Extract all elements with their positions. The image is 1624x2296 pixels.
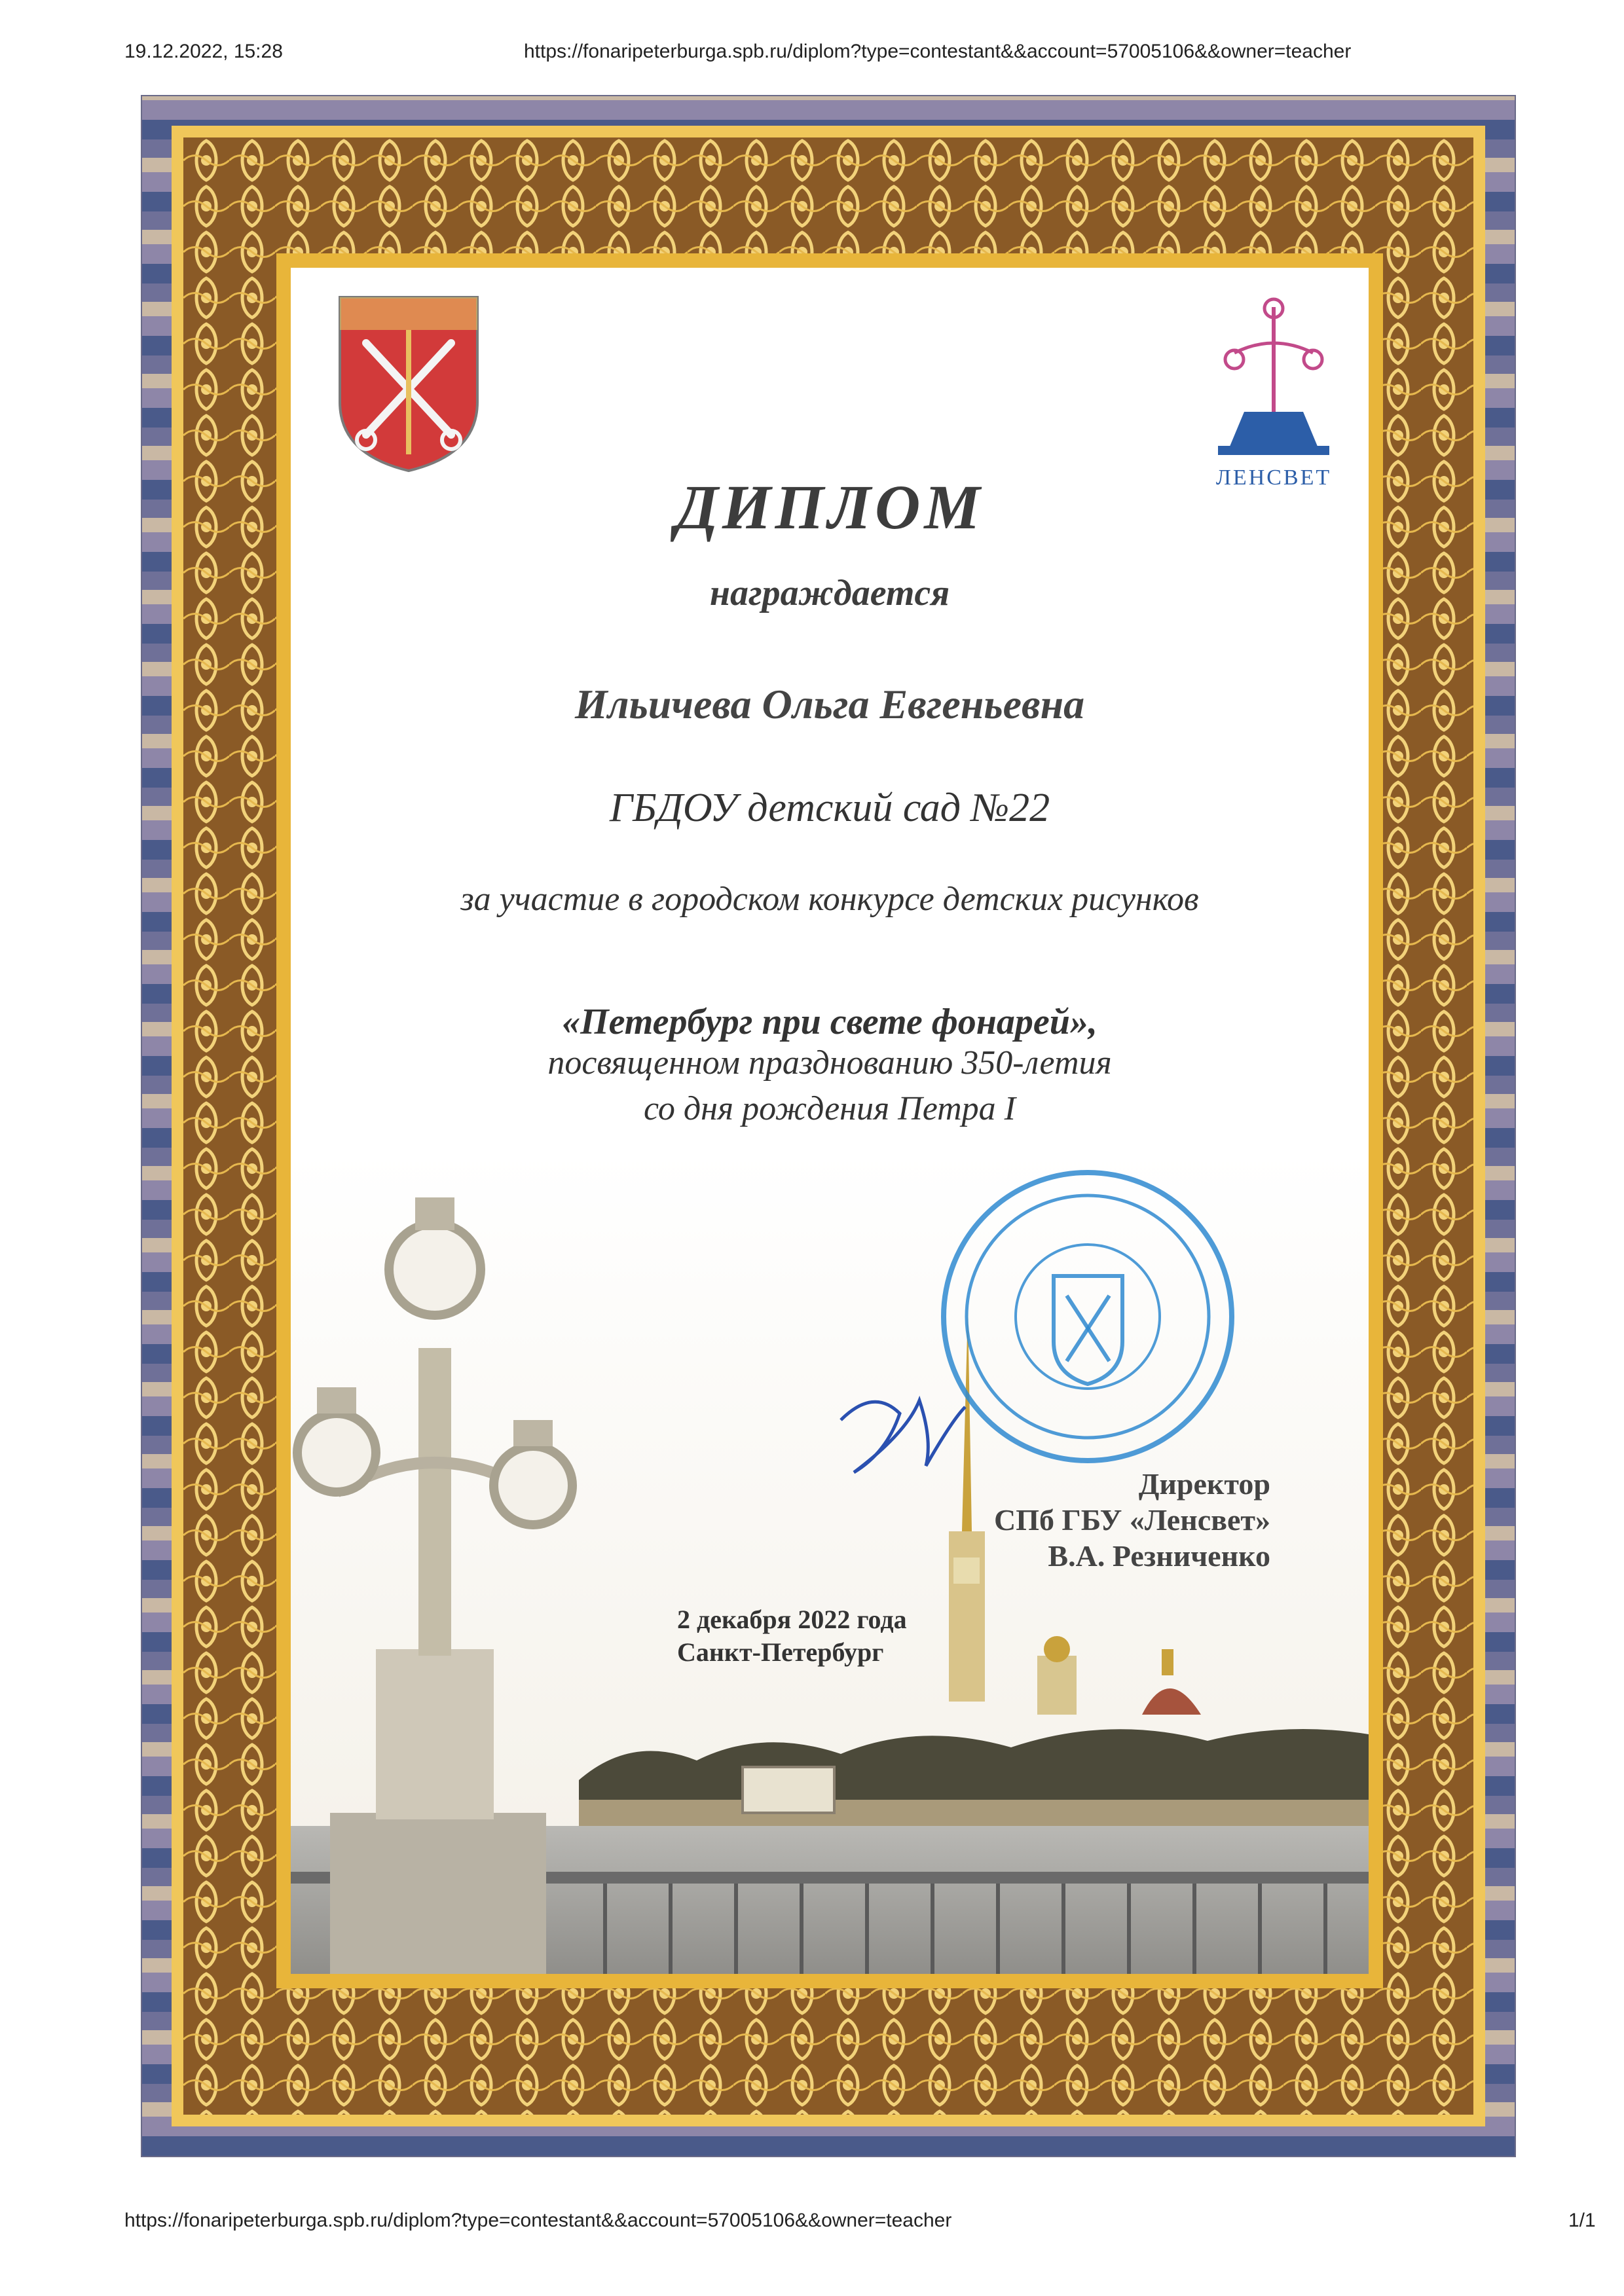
signature-icon bbox=[828, 1381, 978, 1485]
print-header bbox=[0, 41, 1624, 73]
dedication-line-2: со дня рождения Петра I bbox=[644, 1090, 1016, 1127]
dedication-line-1: посвященном празднованию 350-летия bbox=[547, 1044, 1112, 1082]
lensvet-lantern-icon bbox=[1205, 294, 1342, 458]
diploma-title: ДИПЛОМ bbox=[675, 472, 984, 542]
recipient-name: Ильичева Ольга Евгеньевна bbox=[574, 681, 1085, 727]
awarded-text: награждается bbox=[709, 573, 950, 613]
date-block bbox=[677, 1603, 907, 1669]
print-footer bbox=[0, 2210, 1624, 2242]
signatory-name: В.А. Резниченко bbox=[1048, 1539, 1270, 1573]
print-url: https://fonaripeterburga.spb.ru/diplom?type=contestant&&account=57005106&&owner=teacher bbox=[524, 41, 1352, 62]
lensvet-logo bbox=[1205, 294, 1342, 490]
recipient-organization: ГБДОУ детский сад №22 bbox=[609, 786, 1050, 830]
signatory-block bbox=[994, 1466, 1270, 1575]
signatory-org: СПб ГБУ «Ленсвет» bbox=[994, 1503, 1270, 1537]
official-seal-icon bbox=[936, 1165, 1240, 1469]
print-date: 19.12.2022, 15:28 bbox=[124, 41, 283, 62]
award-reason: за участие в городском конкурсе детских рисунков bbox=[460, 881, 1199, 918]
page-number: 1/1 bbox=[1568, 2210, 1596, 2231]
contest-name: «Петербург при свете фонарей», bbox=[562, 1002, 1098, 1042]
signatory-title: Директор bbox=[1138, 1467, 1270, 1501]
spb-coat-of-arms-icon bbox=[333, 291, 484, 474]
diploma-content bbox=[276, 253, 1383, 1988]
award-date: 2 декабря 2022 года bbox=[677, 1605, 907, 1634]
award-city: Санкт-Петербург bbox=[677, 1637, 884, 1667]
lensvet-label: ЛЕНСВЕТ bbox=[1215, 465, 1332, 490]
diploma-sheet bbox=[141, 95, 1516, 2157]
footer-url: https://fonaripeterburga.spb.ru/diplom?type=contestant&&account=57005106&&owner=teacher bbox=[124, 2210, 952, 2231]
